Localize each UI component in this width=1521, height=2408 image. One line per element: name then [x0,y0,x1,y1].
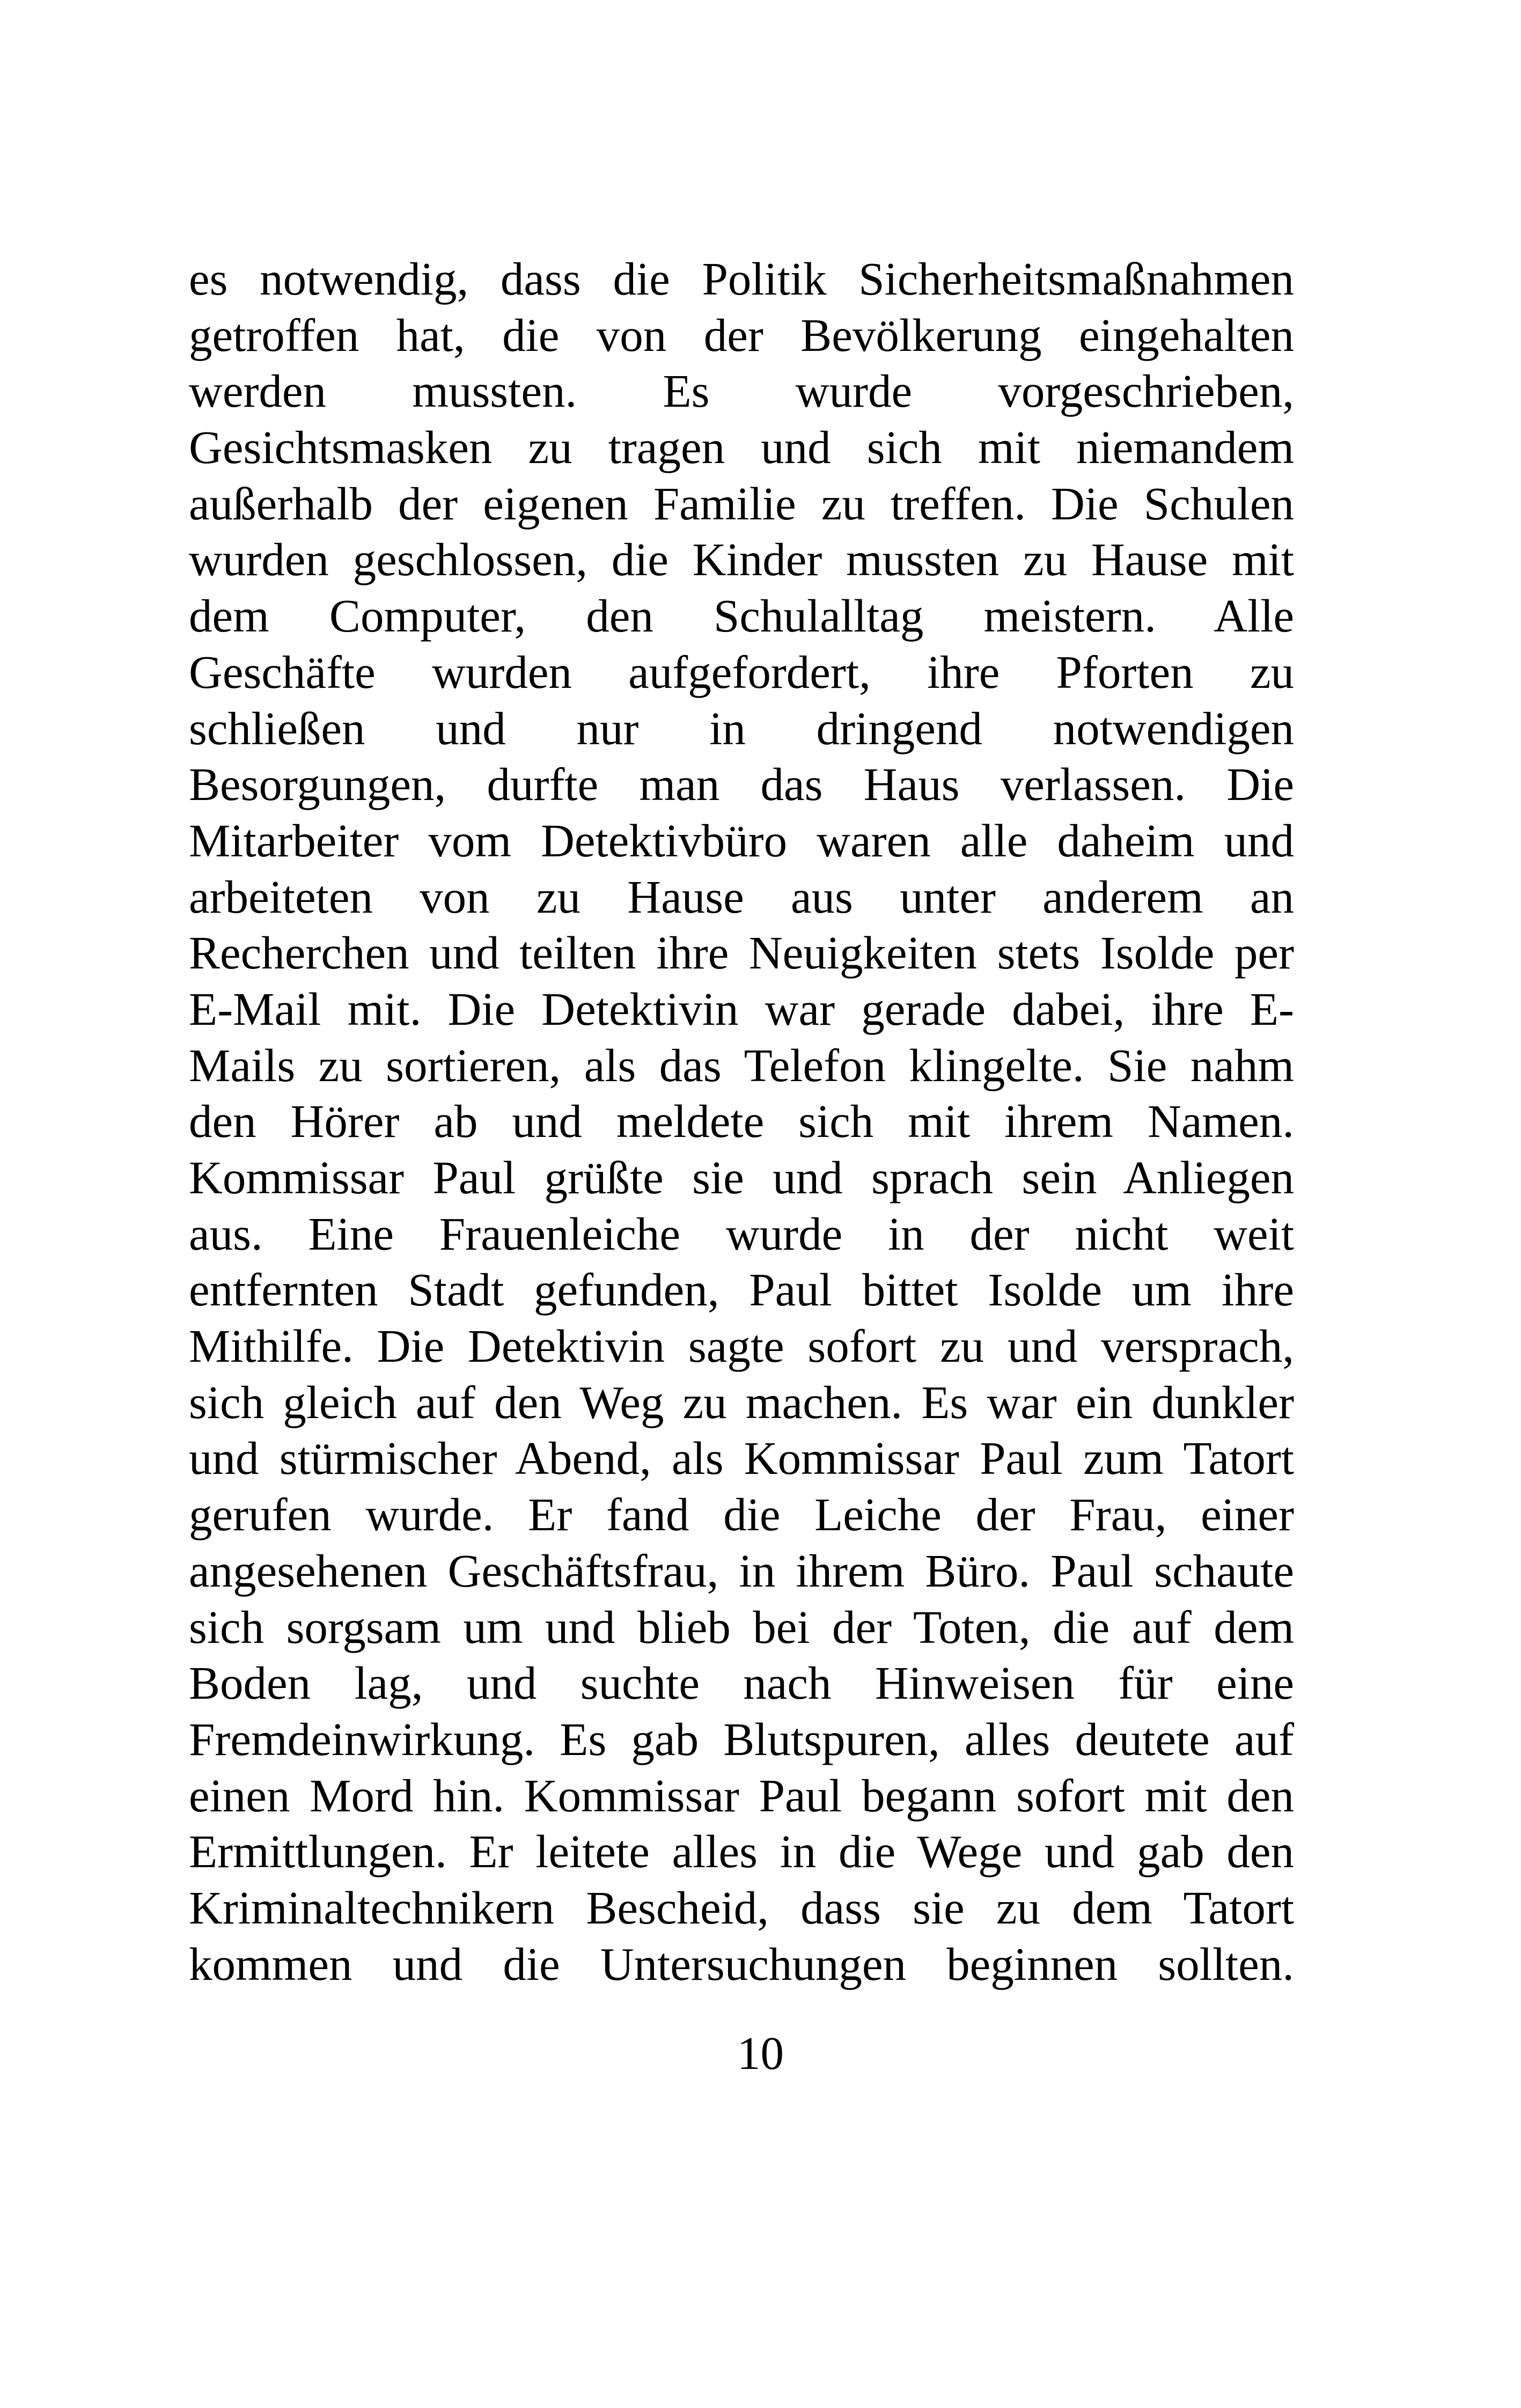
text-line: Mails zu sortieren, als das Telefon klingelte. Sie nahm [189,1039,1294,1091]
text-line: schließen und nur in dringend notwendigen [189,702,1294,754]
text-line: Kommissar Paul grüßte sie und sprach sein Anliegen [189,1151,1294,1203]
text-line: Recherchen und teilten ihre Neuigkeiten stets Isolde per [189,927,1294,979]
text-line: angesehenen Geschäftsfrau, in ihrem Büro. Paul schaute [189,1544,1294,1597]
text-line: wurden geschlossen, die Kinder mussten zu Hause mit [189,533,1294,586]
text-line: und stürmischer Abend, als Kommissar Paul zum Tatort [189,1432,1294,1485]
text-line: werden mussten. Es wurde vorgeschrieben, [189,365,1294,417]
text-line: kommen und die Untersuchungen beginnen sollten. [189,1937,1294,1990]
text-line: Boden lag, und suchte nach Hinweisen für eine [189,1657,1294,1709]
text-line: es notwendig, dass die Politik Sicherheitsmaßnahmen [189,253,1294,305]
text-line: sich sorgsam um und blieb bei der Toten, die auf dem [189,1601,1294,1653]
text-line: Mithilfe. Die Detektivin sagte sofort zu und versprach, [189,1320,1294,1372]
text-line: den Hörer ab und meldete sich mit ihrem Namen. [189,1095,1294,1148]
text-line: sich gleich auf den Weg zu machen. Es war ein dunkler [189,1376,1294,1428]
text-line: einen Mord hin. Kommissar Paul begann sofort mit den [189,1769,1294,1822]
text-line: Gesichtsmasken zu tragen und sich mit niemandem [189,421,1294,474]
text-line: Mitarbeiter vom Detektivbüro waren alle daheim und [189,814,1294,867]
body-text [189,251,1294,1992]
text-line: gerufen wurde. Er fand die Leiche der Frau, einer [189,1488,1294,1541]
text-line: arbeiteten von zu Hause aus unter anderem an [189,870,1294,923]
text-line: Ermittlungen. Er leitete alles in die Wege und gab den [189,1825,1294,1878]
text-line: getroffen hat, die von der Bevölkerung eingehalten [189,309,1294,361]
text-line: Fremdeinwirkung. Es gab Blutspuren, alles deutete auf [189,1713,1294,1765]
page-number: 10 [737,2027,784,2079]
text-line: außerhalb der eigenen Familie zu treffen. Die Schulen [189,477,1294,530]
text-line: Kriminaltechnikern Bescheid, dass sie zu dem Tatort [189,1881,1294,1934]
text-line: aus. Eine Frauenleiche wurde in der nicht weit [189,1207,1294,1260]
text-line: Besorgungen, durfte man das Haus verlassen. Die [189,758,1294,811]
text-line: E-Mail mit. Die Detektivin war gerade dabei, ihre E- [189,982,1294,1035]
text-line: entfernten Stadt gefunden, Paul bittet Isolde um ihre [189,1264,1294,1316]
text-line: dem Computer, den Schulalltag meistern. Alle [189,590,1294,642]
text-line: Geschäfte wurden aufgefordert, ihre Pforten zu [189,645,1294,698]
